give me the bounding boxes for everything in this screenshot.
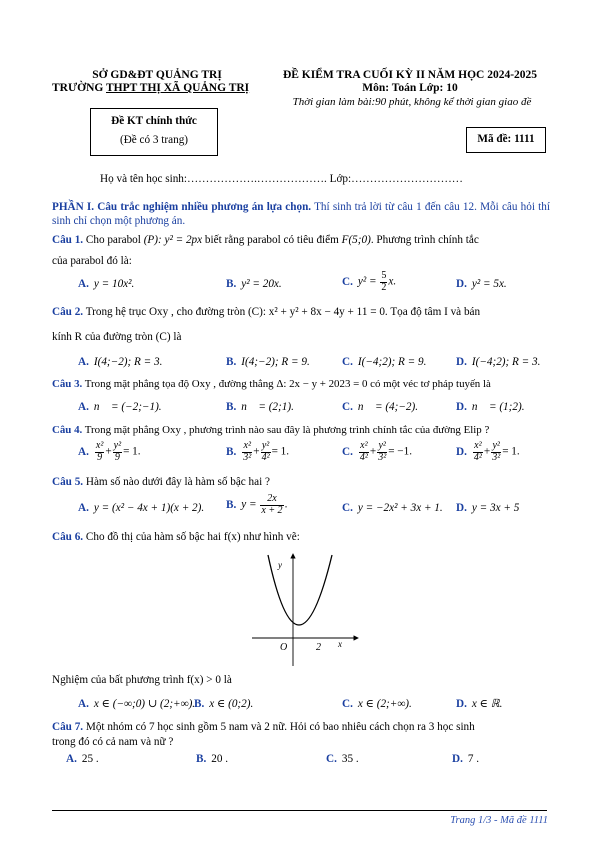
frac-den: 3²	[243, 451, 252, 463]
q5-option-d[interactable]	[456, 501, 519, 516]
option-letter: A.	[78, 445, 89, 458]
q1-text-c: . Phương trình chính tắc	[370, 234, 479, 246]
frac	[113, 441, 122, 463]
frac-num: x²	[474, 440, 482, 451]
frac	[95, 441, 104, 463]
option-letter: C.	[326, 753, 337, 765]
frac-num: x²	[95, 440, 104, 451]
option-text: I(4;−2); R = 9.	[241, 356, 310, 368]
question-4	[52, 423, 550, 437]
option-letter: B.	[196, 753, 207, 765]
frac	[491, 441, 501, 463]
part1-instruction: Thí sinh trả lời từ câu 1 đến câu 12. Mỗi câu hỏi thí sinh chỉ chọn một phương án.	[52, 201, 550, 227]
graph-two-label: 2	[316, 642, 321, 653]
option-letter: D.	[452, 753, 463, 765]
q3-option-b[interactable]	[226, 400, 294, 415]
q3-label: Câu 3.	[52, 378, 83, 390]
option-text: y = (x² − 4x + 1)(x + 2).	[93, 502, 205, 514]
q7-option-c[interactable]	[326, 752, 359, 767]
q1-option-b[interactable]	[226, 277, 282, 292]
frac-num: y²	[492, 440, 500, 451]
option-text: y² = 5x.	[471, 278, 507, 290]
option-letter: D.	[456, 502, 467, 514]
school-name-text: THPT THỊ XÃ QUẢNG TRỊ	[106, 82, 250, 94]
option-letter: C.	[342, 275, 353, 288]
question-5	[52, 475, 550, 490]
option-text: I(−4;2); R = 9.	[357, 356, 427, 368]
exam-title: ĐỀ KIỂM TRA CUỐI KỲ II NĂM HỌC 2024-2025	[282, 69, 538, 81]
option-letter: A.	[78, 698, 89, 710]
q4-option-a[interactable]: A. $\frac{\text{x²}}{9}$ + $\frac{\text{y²}}{9}$ = 1.	[78, 440, 141, 463]
graph-x-label: x	[338, 639, 342, 649]
option-text: x ∈ (2;+∞).	[357, 698, 412, 710]
option-letter: D.	[456, 401, 467, 413]
department-name: SỞ GD&ĐT QUẢNG TRỊ	[92, 69, 222, 81]
q7-option-b[interactable]	[196, 752, 228, 767]
question-3	[52, 377, 550, 391]
parabola-graph	[248, 550, 368, 668]
q5-text: Hàm số nào dưới đây là hàm số bậc hai ?	[83, 476, 270, 488]
option-text: n⃗ = (2;1).	[241, 401, 294, 413]
q3-text: Trong mặt phẳng tọa độ Oxy , đường thẳng Δ: 2x − y + 2023 = 0 có một véc tơ pháp tuyến là	[82, 378, 491, 390]
option-text: y = −2x² + 3x + 1.	[357, 502, 443, 514]
option-letter: A.	[78, 502, 89, 514]
frac-num: x²	[360, 440, 368, 451]
exam-code: Mã đề: 1111	[477, 133, 535, 145]
q1-parabol: (P): y² = 2px	[143, 234, 203, 246]
q1-option-a[interactable]	[78, 277, 134, 292]
frac-num: 2x	[260, 494, 283, 506]
option-text-tail: .	[284, 498, 288, 511]
q4-label: Câu 4.	[52, 424, 83, 436]
q6-prompt: Nghiệm của bất phương trình f(x) > 0 là	[52, 674, 232, 686]
q1-option-c[interactable]	[342, 271, 396, 293]
frac	[261, 441, 271, 463]
q6-option-a[interactable]	[78, 697, 195, 712]
frac-num: 5	[381, 270, 387, 281]
q1-option-d[interactable]	[456, 277, 507, 292]
q2-text2: kính R của đường tròn (C) là	[52, 331, 182, 343]
graph-y-label: y	[278, 560, 282, 570]
option-text: I(4;−2); R = 3.	[93, 356, 163, 368]
frac-den: 9	[114, 451, 120, 463]
frac-num: x²	[243, 440, 251, 451]
part1-heading	[52, 200, 550, 228]
option-letter: B.	[226, 401, 237, 413]
option-text: x ∈ (−∞;0) ∪ (2;+∞).	[93, 698, 196, 710]
q4-option-d[interactable]: D. $\frac{\text{x²}}{\text{4²}}$ + $\frac{\text{y²}}{\text{3²}}$ = 1.	[456, 440, 520, 463]
question-6	[52, 530, 550, 545]
page-footer: Trang 1/3 - Mã đề 1111	[450, 815, 548, 826]
option-text: y² =	[357, 275, 380, 288]
q5-option-a[interactable]	[78, 501, 204, 516]
q7-label: Câu 7.	[52, 721, 84, 733]
q2-option-d[interactable]	[456, 355, 540, 370]
frac	[242, 441, 252, 463]
q2-option-a[interactable]	[78, 355, 162, 370]
q5-label: Câu 5.	[52, 476, 84, 488]
q6-text: Cho đồ thị của hàm số bậc hai f(x) như hình vẽ:	[83, 531, 300, 543]
subject-line: Môn: Toán Lớp: 10	[362, 82, 458, 94]
q1-label: Câu 1.	[52, 234, 84, 246]
q4-option-c[interactable]: C. $\frac{\text{x²}}{\text{4²}}$ + $\frac{\text{y²}}{\text{3²}}$ = −1.	[342, 440, 413, 463]
option-text-tail: = 1.	[123, 445, 141, 458]
option-letter: A.	[78, 356, 89, 368]
q1-text-a: Cho parabol	[83, 234, 144, 246]
option-letter: D.	[456, 278, 467, 290]
q7-text: Một nhóm có 7 học sinh gồm 5 nam và 2 nữ. Hỏi có bao nhiêu cách chọn ra 3 học sinh	[83, 721, 475, 733]
option-letter: B.	[226, 356, 237, 368]
frac-num: y²	[378, 440, 386, 451]
q1-text-b: biết rằng parabol có tiêu điểm	[202, 234, 342, 246]
option-letter: B.	[226, 445, 237, 458]
official-label: Đề KT chính thức	[111, 115, 197, 127]
q3-option-c[interactable]	[342, 400, 418, 415]
option-letter: B.	[226, 498, 237, 511]
q7-text2: trong đó có cả nam và nữ ?	[52, 736, 174, 748]
student-info-line: Họ và tên học sinh:……………….………………. Lớp:…………………………	[100, 173, 463, 185]
q4-option-b[interactable]: B. $\frac{\text{x²}}{\text{3²}}$ + $\frac{\text{y²}}{\text{4²}}$ = 1.	[226, 440, 290, 463]
option-text: 7 .	[467, 753, 480, 765]
option-letter: B.	[194, 698, 205, 710]
q6-option-b[interactable]	[194, 697, 253, 712]
option-text: y = 10x².	[93, 278, 135, 290]
frac	[359, 441, 369, 463]
frac-den: 2	[381, 281, 387, 293]
option-text: n⃗ = (4;−2).	[357, 401, 419, 413]
option-text: n⃗ = (1;2).	[471, 401, 525, 413]
option-text: I(−4;2); R = 3.	[471, 356, 541, 368]
option-letter: C.	[342, 502, 353, 514]
option-letter: C.	[342, 698, 353, 710]
frac	[377, 441, 387, 463]
school-prefix: TRƯỜNG	[52, 82, 106, 94]
option-text-tail: = 1.	[502, 445, 520, 458]
question-2	[52, 305, 550, 320]
frac-den: 3²	[378, 451, 387, 463]
time-line: Thời gian làm bài:90 phút, không kể thời gian giao đề	[292, 96, 532, 108]
q6-label: Câu 6.	[52, 531, 84, 543]
frac-den: 4²	[473, 451, 482, 463]
footer-divider	[52, 810, 547, 811]
q2-option-c[interactable]	[342, 355, 426, 370]
q1-focus: F(5;0)	[341, 234, 371, 246]
q2-option-b[interactable]	[226, 355, 310, 370]
frac-den: 4²	[261, 451, 270, 463]
option-letter: C.	[342, 445, 353, 458]
option-letter: A.	[78, 401, 89, 413]
frac	[473, 441, 483, 463]
option-text: y =	[241, 498, 260, 511]
frac-num: y²	[113, 440, 122, 451]
option-letter: D.	[456, 445, 467, 458]
frac-den: 4²	[359, 451, 368, 463]
q3-option-a[interactable]	[78, 400, 162, 415]
option-text: n⃗ = (−2;−1).	[93, 401, 162, 413]
option-text-tail: = 1.	[271, 445, 290, 458]
q5-option-b[interactable]	[226, 494, 287, 516]
option-letter: A.	[78, 278, 89, 290]
q2-text: Trong hệ trục Oxy , cho đường tròn (C): x² + y² + 8x − 4y + 11 = 0. Tọa độ tâm I và bán	[83, 306, 481, 318]
q3-option-d[interactable]	[456, 400, 525, 415]
q7-option-d[interactable]	[452, 752, 479, 767]
option-letter: D.	[456, 698, 467, 710]
option-letter: A.	[66, 753, 77, 765]
option-text: y = 3x + 5	[471, 502, 520, 514]
q1-c-fraction	[380, 271, 387, 293]
school-name	[52, 81, 249, 96]
option-text: 35 .	[341, 753, 359, 765]
option-text: 25 .	[81, 753, 99, 765]
q1-text-d: của parabol đó là:	[52, 255, 132, 267]
option-text: y² = 20x.	[241, 278, 282, 290]
q6-option-c[interactable]	[342, 697, 412, 712]
frac-num: y²	[261, 440, 270, 451]
option-letter: B.	[226, 278, 237, 290]
q5-option-c[interactable]	[342, 501, 443, 516]
option-letter: C.	[342, 401, 353, 413]
option-letter: D.	[456, 356, 467, 368]
option-letter: C.	[342, 356, 353, 368]
option-text: x ∈ ℝ.	[471, 698, 503, 710]
option-text: 20 .	[211, 753, 229, 765]
q6-option-d[interactable]	[456, 697, 502, 712]
q7-option-a[interactable]	[66, 752, 99, 767]
frac-den: x + 2	[261, 504, 283, 516]
frac-den: 3²	[492, 451, 501, 463]
pages-note: (Đề có 3 trang)	[119, 134, 189, 146]
option-text-tail: = −1.	[388, 445, 413, 458]
part1-title: PHẦN I. Câu trắc nghiệm nhiều phương án lựa chọn.	[52, 201, 312, 213]
option-text: x ∈ (0;2).	[209, 698, 254, 710]
frac-den: 9	[97, 451, 103, 463]
question-1	[52, 233, 550, 248]
q4-text: Trong mặt phẳng Oxy , phương trình nào sau đây là phương trình chính tắc của đường Elip ?	[82, 424, 490, 436]
q2-label: Câu 2.	[52, 306, 84, 318]
graph-origin-label: O	[280, 642, 288, 653]
frac	[260, 494, 283, 516]
question-7	[52, 720, 550, 735]
option-text-tail: x.	[388, 275, 397, 288]
